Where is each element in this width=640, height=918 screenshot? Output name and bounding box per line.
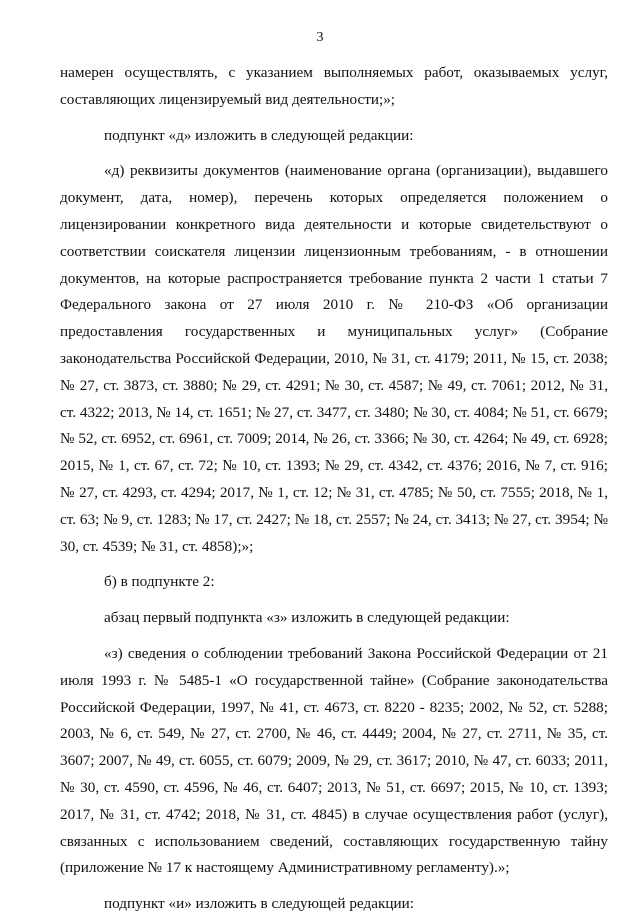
- page-number: 3: [316, 30, 324, 45]
- paragraph-3: «д) реквизиты документов (наименование органа (организации), выдавшего документ, дата, номер), перечень которых определяется положением о лицензировании конкретного вида деятельности и которые свидетельствуют о соответствии соискателя лицензии лицензионным требованиям, - в отношении документов, на которые распространяется требование пункта 2 части 1 статьи 7 Федерального закона от 27 июля 2010 г. № 210-ФЗ «Об организации предоставления государственных и муниципальных услуг» (Собрание законодательства Российской Федерации, 2010, № 31, ст. 4179; 2011, № 15, ст. 2038; № 27, ст. 3873, ст. 3880; № 29, ст. 4291; № 30, ст. 4587; № 49, ст. 7061; 2012, № 31, ст. 4322; 2013, № 14, ст. 1651; № 27, ст. 3477, ст. 3480; № 30, ст. 4084; № 51, ст. 6679; № 52, ст. 6952, ст. 6961, ст. 7009; 2014, № 26, ст. 3366; № 30, ст. 4264; № 49, ст. 6928; 2015, № 1, ст. 67, ст. 72; № 10, ст. 1393; № 29, ст. 4342, ст. 4376; 2016, № 7, ст. 916; № 27, ст. 4293, ст. 4294; 2017, № 1, ст. 12; № 31, ст. 4785; № 50, ст. 7555; 2018, № 1, ст. 63; № 9, ст. 1283; № 17, ст. 2427; № 18, ст. 2557; № 24, ст. 3413; № 27, ст. 3954; № 30, ст. 4539; № 31, ст. 4858);»;: [60, 162, 608, 555]
- paragraph-7: подпункт «и» изложить в следующей редакции:: [104, 895, 414, 913]
- paragraph-4: б) в подпункте 2:: [104, 573, 215, 591]
- paragraph-1: намерен осуществлять, с указанием выполняемых работ, оказываемых услуг, составляющих лицензируемый вид деятельности;»;: [60, 64, 608, 108]
- paragraph-6: «з) сведения о соблюдении требований Закона Российской Федерации от 21 июля 1993 г. № 5485-1 «О государственной тайне» (Собрание законодательства Российской Федерации, 1997, № 41, ст. 4673, ст. 8220 - 8235; 2002, № 52, ст. 5288; 2003, № 6, ст. 549, № 27, ст. 2700, № 46, ст. 4449; 2004, № 27, ст. 2711, № 35, ст. 3607; 2007, № 49, ст. 6055, ст. 6079; 2009, № 29, ст. 3617; 2010, № 47, ст. 6033; 2011, № 30, ст. 4590, ст. 4596, № 46, ст. 6407; 2013, № 51, ст. 6697; 2015, № 10, ст. 1393; 2017, № 31, ст. 4742; 2018, № 31, ст. 4845) в случае осуществления работ (услуг), связанных с использованием сведений, составляющих государственную тайну (приложение № 17 к настоящему Административному регламенту).»;: [60, 644, 608, 877]
- paragraph-2: подпункт «д» изложить в следующей редакции:: [104, 126, 414, 144]
- paragraph-5: абзац первый подпункта «з» изложить в следующей редакции:: [104, 609, 510, 627]
- document-body: [60, 60, 608, 918]
